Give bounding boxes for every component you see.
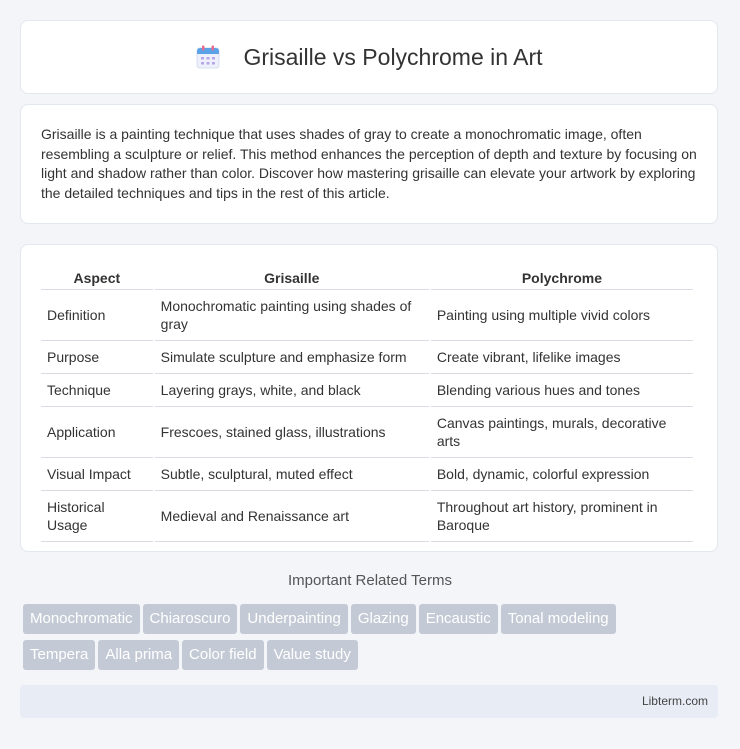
header-grisaille: Grisaille [155, 263, 429, 290]
table-row [41, 458, 693, 491]
term-tag[interactable]: Tonal modeling [501, 604, 616, 634]
cell-grisaille: Monochromatic painting using shades of gray [155, 290, 429, 341]
cell-polychrome: Throughout art history, prominent in Baroque [431, 491, 693, 542]
cell-polychrome: Painting using multiple vivid colors [431, 290, 693, 341]
term-tag[interactable]: Tempera [23, 640, 95, 670]
term-tag[interactable]: Underpainting [240, 604, 347, 634]
related-terms-title: Important Related Terms [288, 572, 452, 589]
comparison-table-card [20, 244, 718, 552]
cell-aspect: Technique [41, 374, 153, 407]
table-row [41, 341, 693, 374]
intro-card [20, 104, 718, 224]
calendar-icon [195, 44, 221, 70]
header-card [20, 20, 718, 94]
cell-grisaille: Simulate sculpture and emphasize form [155, 341, 429, 374]
related-terms-list [23, 604, 723, 676]
footer [20, 685, 718, 718]
cell-grisaille: Layering grays, white, and black [155, 374, 429, 407]
cell-grisaille: Medieval and Renaissance art [155, 491, 429, 542]
cell-aspect: Application [41, 407, 153, 458]
table-header-row [41, 263, 693, 290]
cell-polychrome: Create vibrant, lifelike images [431, 341, 693, 374]
cell-aspect: Purpose [41, 341, 153, 374]
cell-aspect: Definition [41, 290, 153, 341]
header-polychrome: Polychrome [431, 263, 693, 290]
table-row [41, 374, 693, 407]
intro-text: Grisaille is a painting technique that uses shades of gray to create a monochromatic image, often resembling a sculpture or relief. This method enhances the perception of depth and texture by focusing on light and shadow rather than color. Discover how mastering grisaille can elevate your artwork by exploring the detailed techniques and tips in the rest of this article. [41, 126, 697, 201]
term-tag[interactable]: Encaustic [419, 604, 498, 634]
table-row [41, 491, 693, 542]
table-row [41, 407, 693, 458]
cell-aspect: Historical Usage [41, 491, 153, 542]
cell-polychrome: Blending various hues and tones [431, 374, 693, 407]
page-title: Grisaille vs Polychrome in Art [243, 43, 543, 70]
term-tag[interactable]: Glazing [351, 604, 416, 634]
footer-brand-link[interactable]: Libterm.com [641, 694, 708, 708]
cell-aspect: Visual Impact [41, 458, 153, 491]
term-tag[interactable]: Alla prima [98, 640, 179, 670]
term-tag[interactable]: Monochromatic [23, 604, 140, 634]
term-tag[interactable]: Value study [267, 640, 358, 670]
cell-grisaille: Subtle, sculptural, muted effect [155, 458, 429, 491]
cell-polychrome: Bold, dynamic, colorful expression [431, 458, 693, 491]
header-aspect: Aspect [41, 263, 153, 290]
term-tag[interactable]: Color field [182, 640, 264, 670]
comparison-table [39, 263, 695, 542]
cell-grisaille: Frescoes, stained glass, illustrations [155, 407, 429, 458]
cell-polychrome: Canvas paintings, murals, decorative arts [431, 407, 693, 458]
table-row [41, 290, 693, 341]
term-tag[interactable]: Chiaroscuro [143, 604, 238, 634]
